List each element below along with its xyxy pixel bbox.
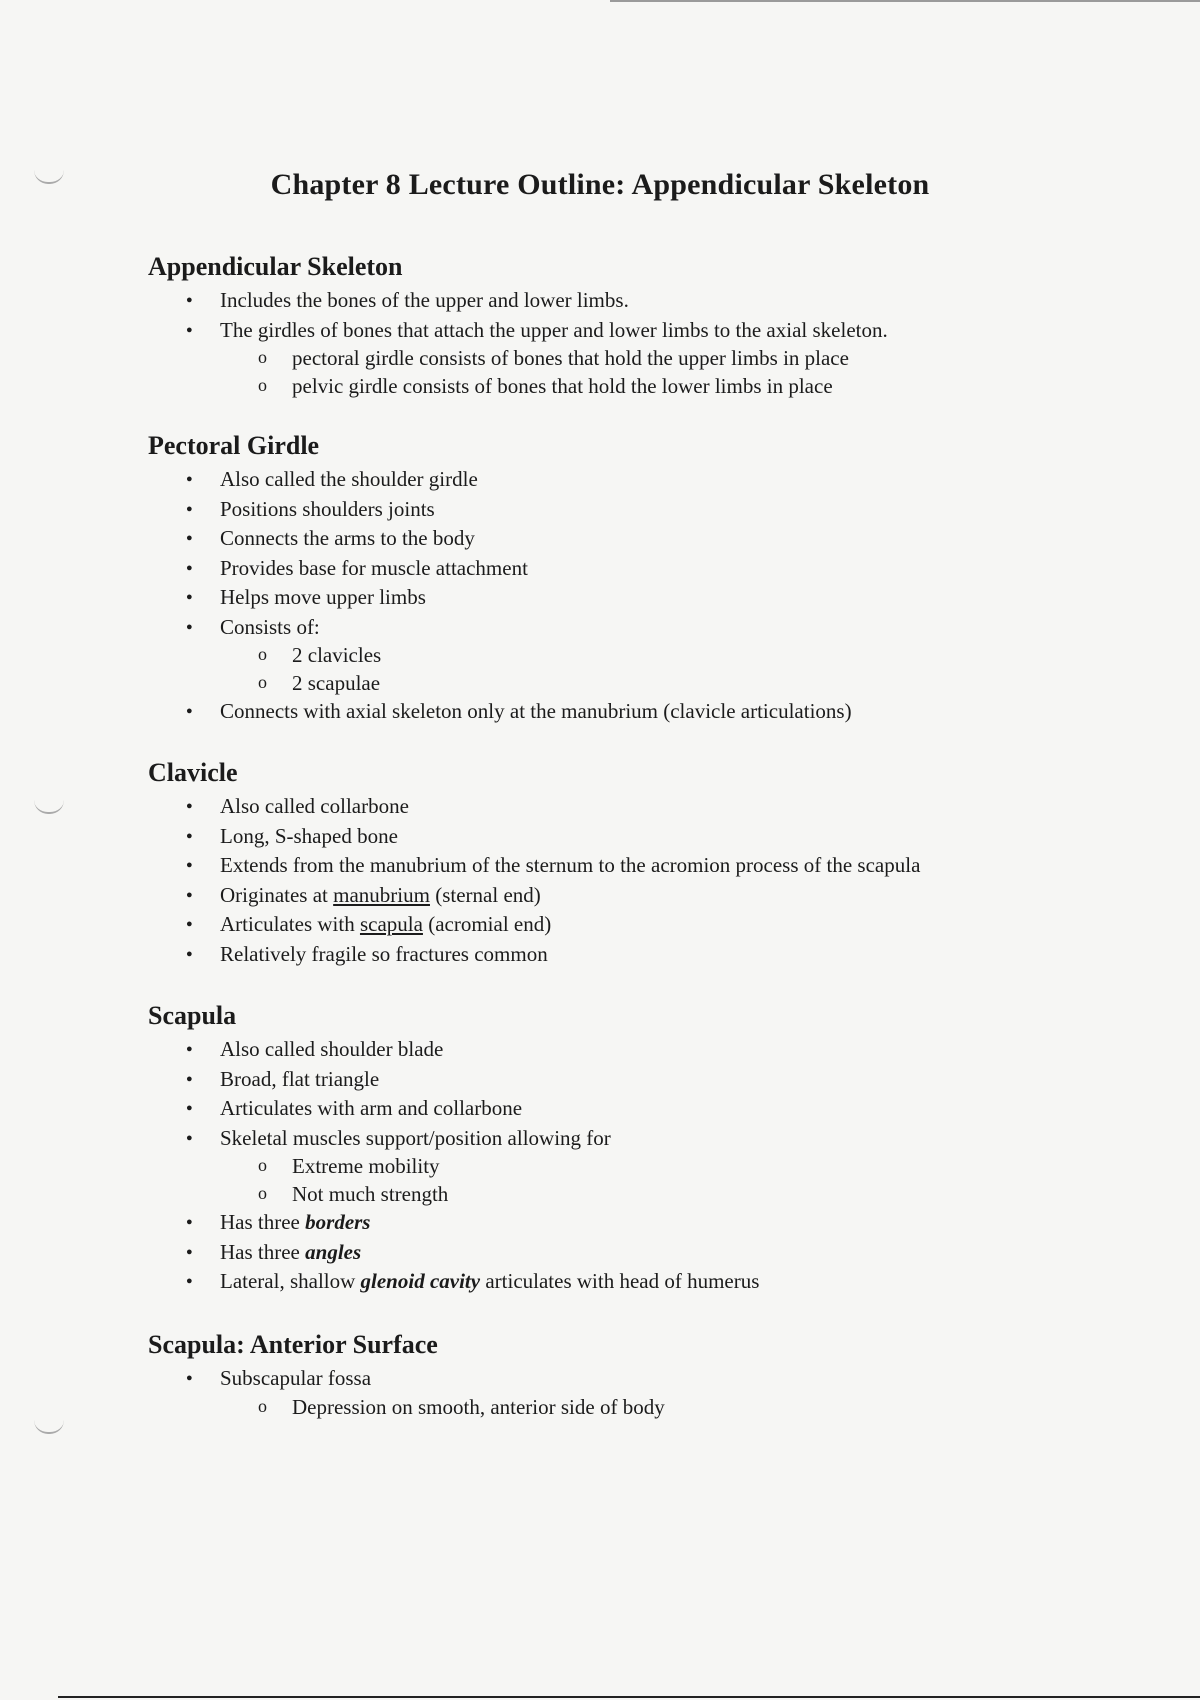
bullet-list <box>148 1035 1158 1297</box>
list-item <box>148 1238 1158 1268</box>
sub-list-item: o pectoral girdle consists of bones that hold the upper limbs in place <box>148 345 1158 373</box>
section-heading: Pectoral Girdle <box>148 431 320 460</box>
bullet-list <box>148 286 1158 400</box>
list-item-text: (sternal end) <box>429 882 541 907</box>
list-item: ● Relatively fragile so fractures common <box>148 940 1158 970</box>
section-pectoral-girdle <box>148 431 1158 727</box>
sub-list-item: o Extreme mobility <box>148 1153 1158 1181</box>
list-item-text: Lateral, shallow <box>220 1269 361 1293</box>
list-item-text: Consists of: <box>220 614 320 639</box>
sub-list <box>220 642 1158 697</box>
list-item-text: Originates at <box>220 882 334 907</box>
list-item <box>148 1124 1158 1209</box>
list-item <box>148 316 1158 401</box>
list-item: ● Helps move upper limbs <box>148 583 1158 613</box>
page-top-edge <box>610 0 1200 2</box>
bullet-list <box>148 792 1158 969</box>
list-item: ● Provides base for muscle attachment <box>148 554 1158 584</box>
sub-list <box>220 1394 1158 1422</box>
underlined-term: manubrium <box>333 882 430 907</box>
list-item: ● Also called shoulder blade <box>148 1035 1158 1065</box>
list-item-text: Articulates with <box>220 912 360 936</box>
list-item-text: articulates with head of humerus <box>480 1269 760 1293</box>
section-clavicle <box>148 758 1158 969</box>
list-item-text: Subscapular fossa <box>220 1366 372 1390</box>
list-item: ● Positions shoulders joints <box>148 495 1158 525</box>
section-heading: Scapula: Anterior Surface <box>148 1330 438 1359</box>
section-scapula-anterior-surface <box>148 1330 1158 1421</box>
sub-list <box>220 1153 1158 1208</box>
sub-list-item: o Not much strength <box>148 1181 1158 1209</box>
punch-hole-mark <box>34 800 64 814</box>
list-item: ● Also called the shoulder girdle <box>148 465 1158 495</box>
list-item: ● Connects the arms to the body <box>148 524 1158 554</box>
section-heading: Appendicular Skeleton <box>148 252 403 281</box>
list-item <box>148 1208 1158 1238</box>
sub-list-item: o 2 scapulae <box>148 670 1158 698</box>
page-bottom-rule <box>58 1696 1200 1698</box>
sub-list-item: o Depression on smooth, anterior side of body <box>148 1394 1158 1422</box>
list-item: ● Extends from the manubrium of the sternum to the acromion process of the scapula <box>148 851 1158 881</box>
section-heading: Clavicle <box>148 758 238 787</box>
sub-list-item: o 2 clavicles <box>148 642 1158 670</box>
section-scapula <box>148 1001 1158 1297</box>
section-appendicular-skeleton <box>148 252 1158 400</box>
list-item-text: The girdles of bones that attach the upper and lower limbs to the axial skeleton. <box>220 317 888 342</box>
bullet-list <box>148 1364 1158 1421</box>
list-item: ● Broad, flat triangle <box>148 1065 1158 1095</box>
list-item: ● Also called collarbone <box>148 792 1158 822</box>
section-heading: Scapula <box>148 1001 237 1030</box>
list-item-text: Skeletal muscles support/position allowing for <box>220 1125 611 1150</box>
punch-hole-mark <box>34 1420 64 1434</box>
list-item-text: (acromial end) <box>422 912 552 936</box>
list-item: ● Connects with axial skeleton only at the manubrium (clavicle articulations) <box>148 697 1158 727</box>
list-item-text: Has three <box>220 1239 306 1264</box>
underlined-term: scapula <box>359 912 423 936</box>
list-item <box>148 613 1158 698</box>
sub-list <box>220 345 1158 400</box>
page-title: Chapter 8 Lecture Outline: Appendicular Skeleton <box>270 168 930 201</box>
sub-list-item: o pelvic girdle consists of bones that hold the lower limbs in place <box>148 373 1158 401</box>
emphasized-term: angles <box>305 1239 362 1264</box>
list-item <box>148 1267 1158 1297</box>
list-item <box>148 910 1158 940</box>
list-item-text: Has three <box>220 1210 306 1234</box>
bullet-list <box>148 465 1158 727</box>
list-item: ● Long, S-shaped bone <box>148 822 1158 852</box>
emphasized-term: glenoid cavity <box>360 1269 481 1293</box>
list-item <box>148 881 1158 911</box>
list-item: ● Includes the bones of the upper and lower limbs. <box>148 286 1158 316</box>
list-item: ● Articulates with arm and collarbone <box>148 1094 1158 1124</box>
list-item <box>148 1364 1158 1421</box>
emphasized-term: borders <box>305 1210 371 1234</box>
